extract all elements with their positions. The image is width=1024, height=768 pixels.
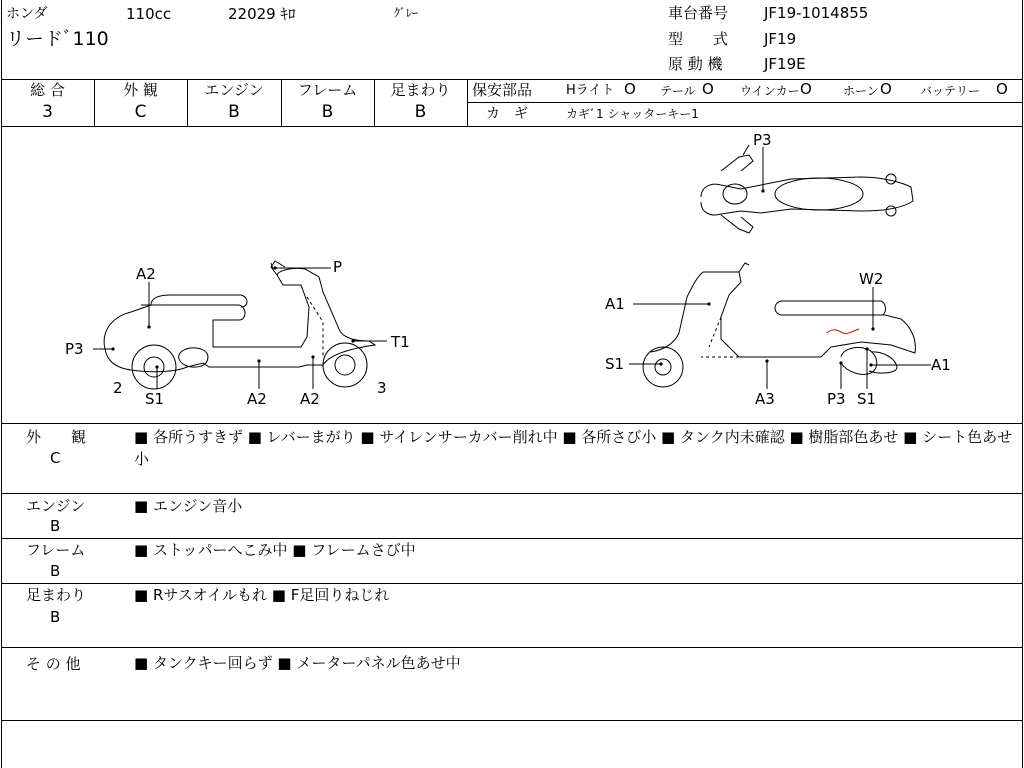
notes-frame-label: フレーム (26, 541, 86, 559)
tail-ok: O (702, 80, 714, 98)
frame-no-label: 車台番号 (668, 4, 729, 22)
suspension-grade: B (414, 102, 427, 122)
winker-label: ウインカー (740, 84, 800, 98)
label-left-a2-seat: A2 (136, 265, 156, 283)
notes-other-text: ■ タンクキー回らず ■ メーターパネル色あせ中 (134, 654, 461, 672)
notes-suspension-grade: B (50, 608, 61, 626)
engine-label: 原 動 機 (668, 55, 723, 73)
label-right-a3: A3 (755, 390, 775, 408)
tail-label: テール (660, 84, 696, 98)
displacement: 110cc (126, 5, 172, 23)
notes-engine-label: エンジン (26, 497, 86, 515)
frame-grade-label: フレーム (297, 81, 358, 99)
overall-grade: 3 (42, 102, 53, 122)
notes-suspension-label: 足まわり (26, 586, 87, 604)
notes-exterior-label: 外 観 (26, 428, 87, 446)
headlight-label: Hライト (566, 83, 615, 98)
notes-frame-grade: B (50, 562, 61, 580)
label-left-t1: T1 (391, 333, 410, 351)
body-color: ｸﾞﾚｰ (394, 6, 419, 20)
winker-ok: O (800, 80, 812, 98)
type-label: 型 式 (668, 30, 729, 48)
engine-grade: B (228, 102, 240, 122)
label-left-p: P (333, 258, 343, 276)
damage-diagram (1, 127, 1023, 423)
rule (1, 647, 1023, 648)
notes-frame-text: ■ ストッパーへこみ中 ■ フレームさび中 (134, 541, 416, 559)
exterior-label: 外 観 (123, 81, 158, 99)
frame-grade: B (321, 102, 334, 122)
notes-exterior-text: ■ 各所うすきず ■ レバーまがり ■ サイレンサーカバー削れ中 ■ 各所さび小 ■ タンク内未確認 ■ 樹脂部色あせ ■ シート色あせ小 (134, 428, 1013, 468)
label-left-a2-floor: A2 (247, 390, 267, 408)
rule (1, 79, 1023, 80)
scratch-mark-icon (827, 329, 859, 334)
label-right-w2: W2 (859, 270, 884, 288)
exterior-grade: C (134, 102, 147, 122)
overall-label: 総 合 (30, 81, 65, 99)
label-right-s1-rear: S1 (857, 390, 877, 408)
rule (1, 720, 1023, 721)
horn-ok: O (880, 80, 892, 98)
notes-suspension-text: ■ Rサスオイルもれ ■ F足回りねじれ (134, 586, 390, 604)
battery-label: バッテリー (920, 84, 981, 98)
key-label: カ ギ (486, 106, 528, 122)
safety-label: 保安部品 (472, 81, 533, 99)
maker: ホンダ (6, 6, 48, 22)
notes-engine-grade: B (50, 517, 61, 535)
rule (467, 79, 468, 126)
rule (1, 423, 1023, 424)
notes-engine-text: ■ エンジン音小 (134, 497, 243, 515)
label-right-a1-rear: A1 (931, 356, 951, 374)
engine-grade-label: エンジン (204, 81, 264, 99)
frame-no: JF19-1014855 (764, 4, 869, 22)
key-value: カギﾞ1 シャッターキー1 (566, 107, 699, 121)
battery-ok: O (996, 80, 1008, 98)
rule (1, 493, 1023, 494)
model-name: リードﾞ110 (6, 28, 109, 50)
mileage: 22029 ｷﾛ (228, 5, 296, 23)
label-left-2: 2 (113, 379, 123, 397)
notes-other-label: そ の 他 (26, 655, 81, 673)
label-left-a2-front: A2 (300, 390, 320, 408)
label-left-s1: S1 (145, 390, 165, 408)
suspension-grade-label: 足まわり (390, 81, 451, 99)
type-value: JF19 (764, 30, 797, 48)
label-right-a1-front: A1 (605, 295, 625, 313)
rule (467, 102, 1022, 103)
scooter-top-drawing (701, 145, 913, 233)
horn-label: ホーン (843, 84, 879, 98)
label-left-3: 3 (377, 379, 387, 397)
headlight-ok: O (624, 80, 636, 98)
label-left-p3: P3 (65, 340, 84, 358)
label-right-s1-front: S1 (605, 355, 625, 373)
label-right-p3: P3 (827, 390, 846, 408)
engine-value: JF19E (764, 55, 806, 73)
label-top-p3: P3 (753, 131, 772, 149)
notes-exterior-grade: C (50, 449, 61, 467)
